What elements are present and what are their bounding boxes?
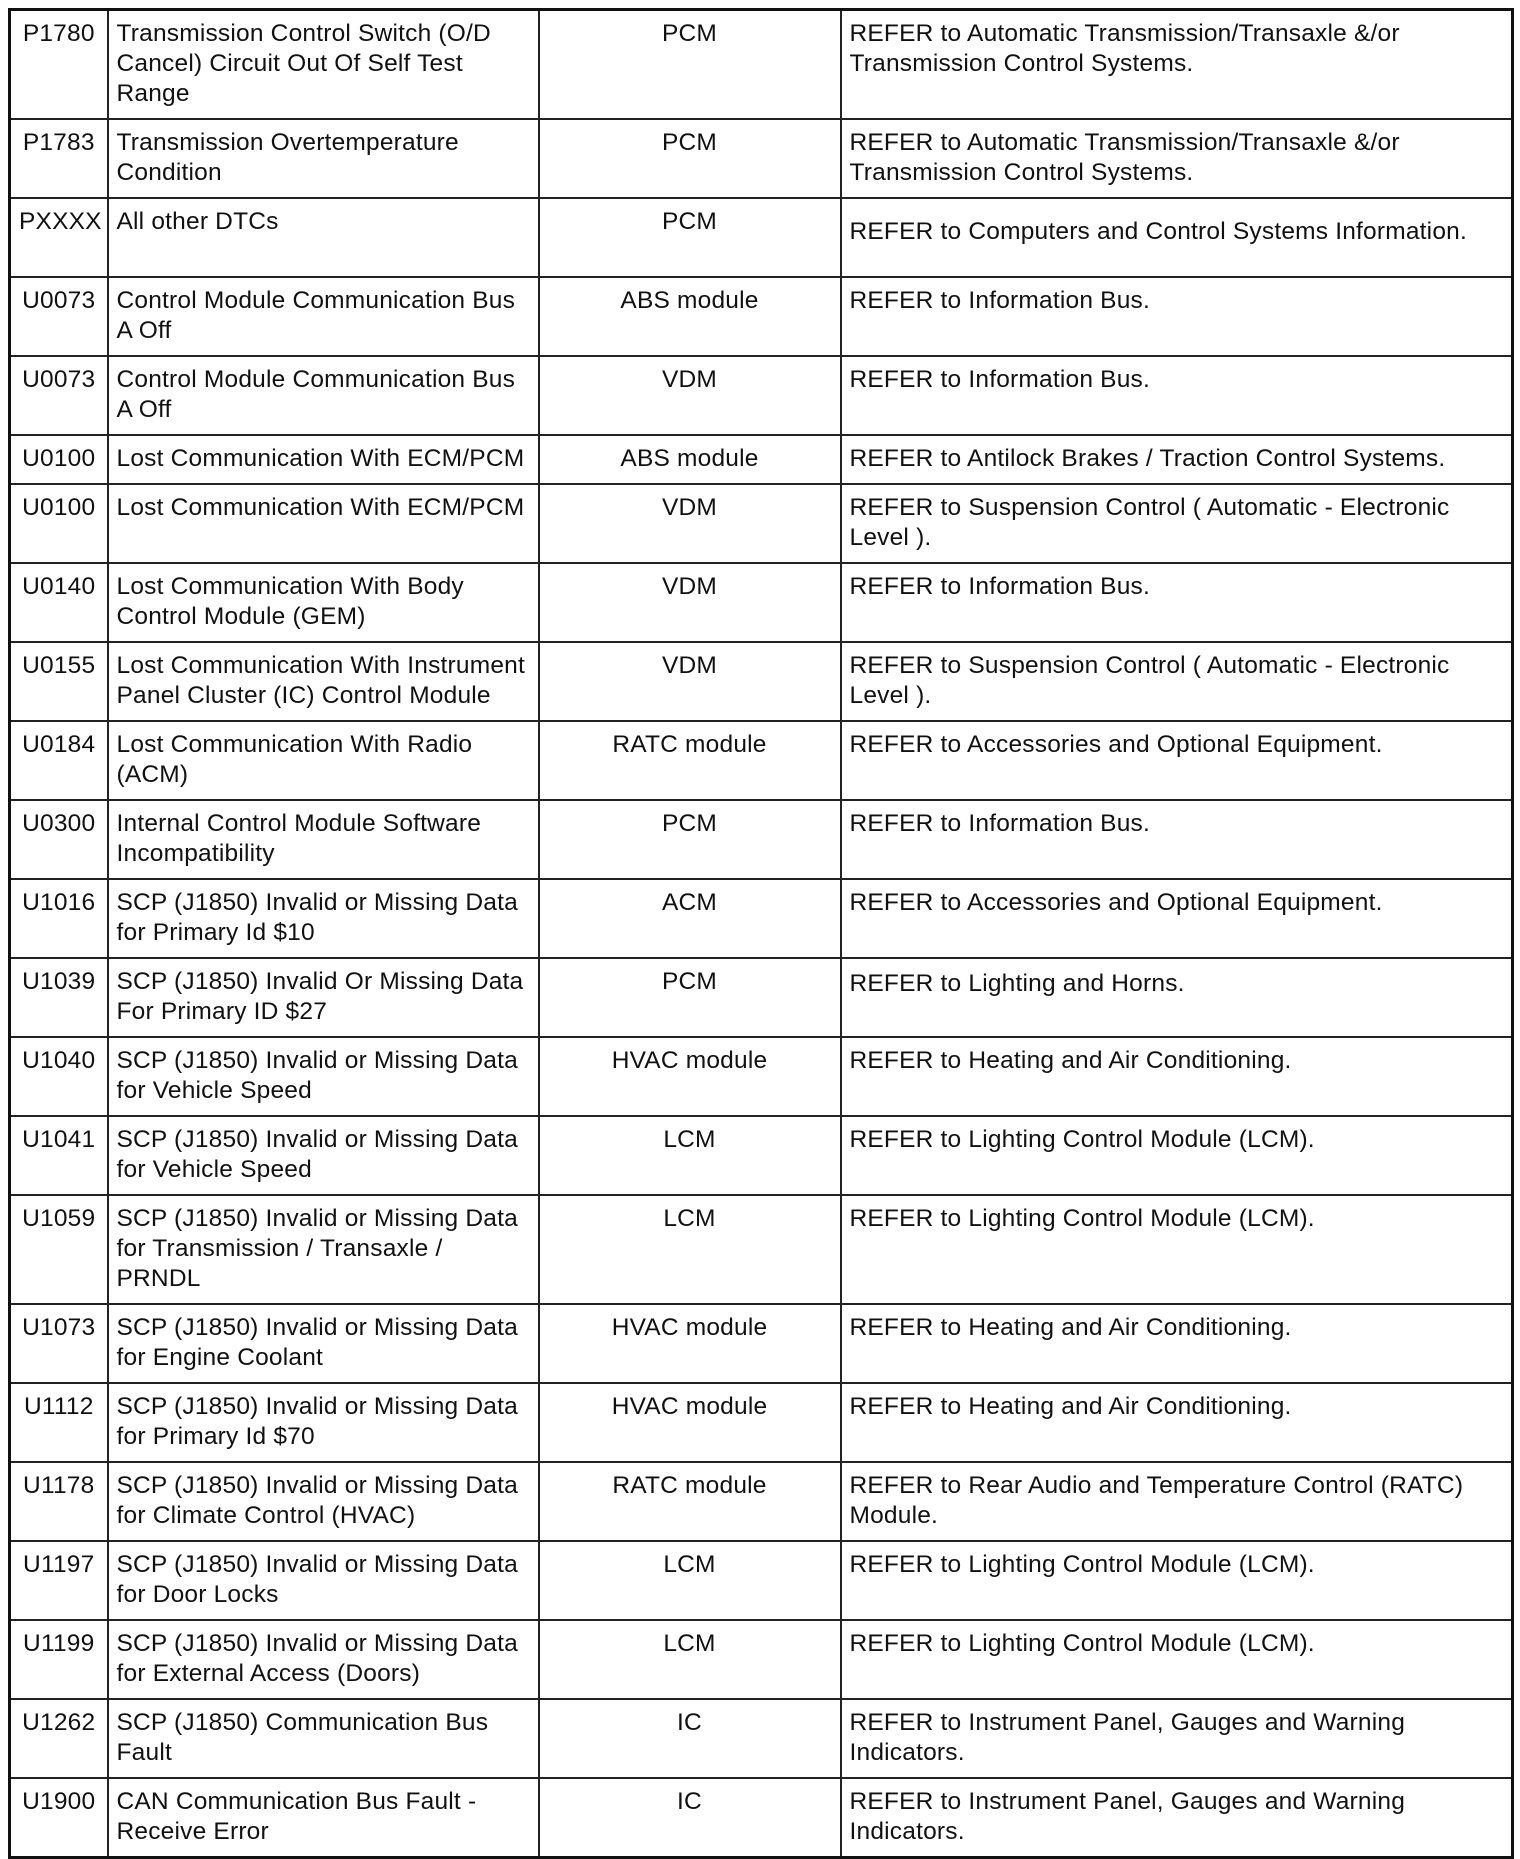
dtc-description-cell: Lost Communication With ECM/PCM bbox=[108, 435, 539, 484]
action-cell: REFER to Heating and Air Conditioning. bbox=[841, 1037, 1513, 1116]
action-cell: REFER to Instrument Panel, Gauges and Warning Indicators. bbox=[841, 1699, 1513, 1778]
action-cell: REFER to Information Bus. bbox=[841, 563, 1513, 642]
module-cell: LCM bbox=[539, 1116, 841, 1195]
table-row bbox=[10, 1037, 1513, 1116]
dtc-code-cell: U1039 bbox=[10, 958, 108, 1037]
dtc-description-cell: SCP (J1850) Invalid or Missing Data for Climate Control (HVAC) bbox=[108, 1462, 539, 1541]
table-row bbox=[10, 484, 1513, 563]
dtc-description-cell: SCP (J1850) Invalid or Missing Data for Engine Coolant bbox=[108, 1304, 539, 1383]
action-cell: REFER to Rear Audio and Temperature Control (RATC) Module. bbox=[841, 1462, 1513, 1541]
dtc-description-cell: SCP (J1850) Invalid or Missing Data for Vehicle Speed bbox=[108, 1037, 539, 1116]
table-row bbox=[10, 800, 1513, 879]
dtc-code-cell: U1197 bbox=[10, 1541, 108, 1620]
dtc-description-cell: Internal Control Module Software Incompatibility bbox=[108, 800, 539, 879]
dtc-code-cell: U1112 bbox=[10, 1383, 108, 1462]
action-cell: REFER to Lighting and Horns. bbox=[841, 958, 1513, 1037]
module-cell: HVAC module bbox=[539, 1383, 841, 1462]
module-cell: ACM bbox=[539, 879, 841, 958]
action-cell: REFER to Heating and Air Conditioning. bbox=[841, 1383, 1513, 1462]
module-cell: LCM bbox=[539, 1195, 841, 1304]
dtc-description-cell: SCP (J1850) Invalid or Missing Data for Vehicle Speed bbox=[108, 1116, 539, 1195]
dtc-code-cell: U1040 bbox=[10, 1037, 108, 1116]
table-row bbox=[10, 435, 1513, 484]
dtc-table-body bbox=[10, 10, 1513, 1858]
dtc-code-cell: P1780 bbox=[10, 10, 108, 120]
table-row bbox=[10, 958, 1513, 1037]
module-cell: IC bbox=[539, 1699, 841, 1778]
table-row bbox=[10, 198, 1513, 277]
action-cell: REFER to Lighting Control Module (LCM). bbox=[841, 1195, 1513, 1304]
module-cell: IC bbox=[539, 1778, 841, 1858]
module-cell: PCM bbox=[539, 10, 841, 120]
dtc-description-cell: Transmission Overtemperature Condition bbox=[108, 119, 539, 198]
table-row bbox=[10, 1462, 1513, 1541]
action-cell: REFER to Suspension Control ( Automatic - Electronic Level ). bbox=[841, 484, 1513, 563]
action-cell: REFER to Antilock Brakes / Traction Control Systems. bbox=[841, 435, 1513, 484]
action-cell: REFER to Information Bus. bbox=[841, 800, 1513, 879]
table-row bbox=[10, 642, 1513, 721]
action-cell: REFER to Suspension Control ( Automatic - Electronic Level ). bbox=[841, 642, 1513, 721]
dtc-description-cell: Transmission Control Switch (O/D Cancel) Circuit Out Of Self Test Range bbox=[108, 10, 539, 120]
dtc-code-cell: U0300 bbox=[10, 800, 108, 879]
module-cell: LCM bbox=[539, 1541, 841, 1620]
table-row bbox=[10, 277, 1513, 356]
dtc-code-cell: U0073 bbox=[10, 277, 108, 356]
dtc-code-cell: U0184 bbox=[10, 721, 108, 800]
dtc-code-cell: U1059 bbox=[10, 1195, 108, 1304]
module-cell: VDM bbox=[539, 484, 841, 563]
table-row bbox=[10, 563, 1513, 642]
table-row bbox=[10, 1699, 1513, 1778]
module-cell: PCM bbox=[539, 119, 841, 198]
module-cell: HVAC module bbox=[539, 1037, 841, 1116]
action-cell: REFER to Automatic Transmission/Transaxle &/or Transmission Control Systems. bbox=[841, 10, 1513, 120]
dtc-description-cell: SCP (J1850) Invalid or Missing Data for Transmission / Transaxle / PRNDL bbox=[108, 1195, 539, 1304]
dtc-description-cell: SCP (J1850) Invalid Or Missing Data For Primary ID $27 bbox=[108, 958, 539, 1037]
dtc-description-cell: SCP (J1850) Invalid or Missing Data for External Access (Doors) bbox=[108, 1620, 539, 1699]
action-cell: REFER to Computers and Control Systems Information. bbox=[841, 198, 1513, 277]
table-row bbox=[10, 10, 1513, 120]
dtc-description-cell: Lost Communication With Radio (ACM) bbox=[108, 721, 539, 800]
dtc-description-cell: SCP (J1850) Invalid or Missing Data for Primary Id $10 bbox=[108, 879, 539, 958]
dtc-code-cell: U1041 bbox=[10, 1116, 108, 1195]
module-cell: PCM bbox=[539, 958, 841, 1037]
table-row bbox=[10, 1195, 1513, 1304]
dtc-description-cell: SCP (J1850) Invalid or Missing Data for Primary Id $70 bbox=[108, 1383, 539, 1462]
dtc-description-cell: SCP (J1850) Invalid or Missing Data for Door Locks bbox=[108, 1541, 539, 1620]
module-cell: PCM bbox=[539, 198, 841, 277]
action-cell: REFER to Information Bus. bbox=[841, 356, 1513, 435]
dtc-description-cell: All other DTCs bbox=[108, 198, 539, 277]
dtc-code-cell: U1016 bbox=[10, 879, 108, 958]
dtc-code-cell: PXXXX bbox=[10, 198, 108, 277]
module-cell: PCM bbox=[539, 800, 841, 879]
dtc-table bbox=[8, 8, 1514, 1859]
table-row bbox=[10, 721, 1513, 800]
dtc-code-cell: U0100 bbox=[10, 435, 108, 484]
table-row bbox=[10, 1383, 1513, 1462]
dtc-description-cell: Control Module Communication Bus A Off bbox=[108, 277, 539, 356]
action-cell: REFER to Automatic Transmission/Transaxle &/or Transmission Control Systems. bbox=[841, 119, 1513, 198]
table-row bbox=[10, 879, 1513, 958]
table-row bbox=[10, 1304, 1513, 1383]
dtc-code-cell: U0100 bbox=[10, 484, 108, 563]
module-cell: RATC module bbox=[539, 721, 841, 800]
action-cell: REFER to Lighting Control Module (LCM). bbox=[841, 1116, 1513, 1195]
action-cell: REFER to Accessories and Optional Equipment. bbox=[841, 879, 1513, 958]
module-cell: RATC module bbox=[539, 1462, 841, 1541]
dtc-code-cell: U1073 bbox=[10, 1304, 108, 1383]
action-cell: REFER to Information Bus. bbox=[841, 277, 1513, 356]
dtc-code-cell: U0073 bbox=[10, 356, 108, 435]
dtc-description-cell: Control Module Communication Bus A Off bbox=[108, 356, 539, 435]
table-row bbox=[10, 356, 1513, 435]
dtc-code-cell: U1199 bbox=[10, 1620, 108, 1699]
dtc-description-cell: Lost Communication With ECM/PCM bbox=[108, 484, 539, 563]
dtc-description-cell: Lost Communication With Instrument Panel Cluster (IC) Control Module bbox=[108, 642, 539, 721]
action-cell: REFER to Heating and Air Conditioning. bbox=[841, 1304, 1513, 1383]
table-row bbox=[10, 1116, 1513, 1195]
dtc-description-cell: CAN Communication Bus Fault - Receive Error bbox=[108, 1778, 539, 1858]
dtc-code-cell: U0140 bbox=[10, 563, 108, 642]
module-cell: ABS module bbox=[539, 277, 841, 356]
module-cell: VDM bbox=[539, 563, 841, 642]
dtc-code-cell: U0155 bbox=[10, 642, 108, 721]
module-cell: LCM bbox=[539, 1620, 841, 1699]
dtc-code-cell: U1262 bbox=[10, 1699, 108, 1778]
action-cell: REFER to Instrument Panel, Gauges and Warning Indicators. bbox=[841, 1778, 1513, 1858]
module-cell: VDM bbox=[539, 642, 841, 721]
module-cell: ABS module bbox=[539, 435, 841, 484]
table-row bbox=[10, 1620, 1513, 1699]
dtc-code-cell: U1900 bbox=[10, 1778, 108, 1858]
action-cell: REFER to Lighting Control Module (LCM). bbox=[841, 1541, 1513, 1620]
module-cell: VDM bbox=[539, 356, 841, 435]
action-cell: REFER to Accessories and Optional Equipment. bbox=[841, 721, 1513, 800]
dtc-code-cell: U1178 bbox=[10, 1462, 108, 1541]
table-row bbox=[10, 1541, 1513, 1620]
module-cell: HVAC module bbox=[539, 1304, 841, 1383]
dtc-code-cell: P1783 bbox=[10, 119, 108, 198]
table-row bbox=[10, 1778, 1513, 1858]
table-row bbox=[10, 119, 1513, 198]
dtc-description-cell: Lost Communication With Body Control Module (GEM) bbox=[108, 563, 539, 642]
action-cell: REFER to Lighting Control Module (LCM). bbox=[841, 1620, 1513, 1699]
dtc-description-cell: SCP (J1850) Communication Bus Fault bbox=[108, 1699, 539, 1778]
